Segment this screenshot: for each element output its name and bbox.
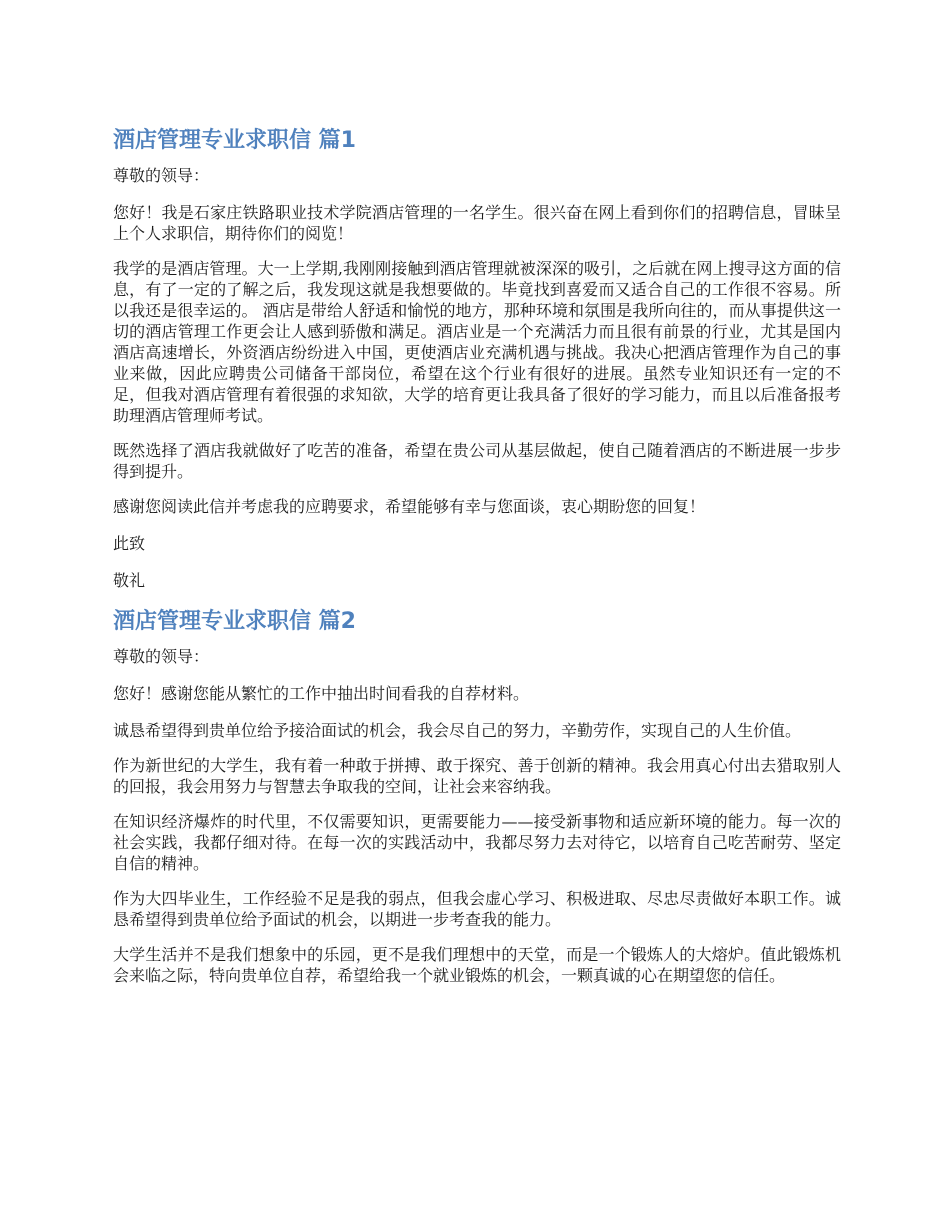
section-1-salutation: 尊敬的领导： <box>113 166 210 185</box>
section-1-paragraph: 我学的是酒店管理。大一上学期,我刚刚接触到酒店管理就被深深的吸引，之后就在网上搜寻这方面的信息，有了一定的了解之后，我发现这就是我想要做的。毕竟找到喜爱而又适合自己的工作很不容易。所以我还是很幸运的。 酒店是带给人舒适和愉悦的地方，那种环境和氛围是我所向往的，而从事提供这一切的酒店管理工作更会让人感到骄傲和满足。酒店业是一个充满活力而且很有前景的行业，尤其是国内酒店高速增长，外资酒店纷纷进入中国，更使酒店业充满机遇与挑战。我决心把酒店管理作为自己的事业来做，因此应聘贵公司储备干部岗位，希望在这个行业有很好的进展。虽然专业知识还有一定的不足，但我对酒店管理有着很强的求知欲，大学的培育更让我具备了很好的学习能力，而且以后准备报考助理酒店管理师考试。 <box>113 259 841 425</box>
section-2-salutation: 尊敬的领导： <box>113 647 210 666</box>
section-1-closing: 此致 <box>113 534 146 553</box>
section-2-paragraph: 大学生活并不是我们想象中的乐园，更不是我们理想中的天堂，而是一个锻炼人的大熔炉。值此锻炼机会来临之际，特向贵单位自荐，希望给我一个就业锻炼的机会，一颗真诚的心在期望您的信任。 <box>113 945 841 985</box>
section-2-paragraph: 作为新世纪的大学生，我有着一种敢于拼搏、敢于探究、善于创新的精神。我会用真心付出去猎取别人的回报，我会用努力与智慧去争取我的空间，让社会来容纳我。 <box>113 756 841 796</box>
section-2-title: 酒店管理专业求职信 篇2 <box>113 609 356 634</box>
section-2-paragraph: 诚恳希望得到贵单位给予接洽面试的机会，我会尽自己的努力，辛勤劳作，实现自己的人生价值。 <box>113 721 802 740</box>
section-1-paragraph: 您好！我是石家庄铁路职业技术学院酒店管理的一名学生。很兴奋在网上看到你们的招聘信息，冒昧呈上个人求职信，期待你们的阅览！ <box>113 203 841 243</box>
section-2-paragraph: 作为大四毕业生，工作经验不足是我的弱点，但我会虚心学习、积极进取、尽忠尽责做好本职工作。诚恳希望得到贵单位给予面试的机会，以期进一步考查我的能力。 <box>113 889 841 929</box>
section-1-paragraph: 既然选择了酒店我就做好了吃苦的准备，希望在贵公司从基层做起，使自己随着酒店的不断进展一步步得到提升。 <box>113 441 841 481</box>
document-page <box>113 126 841 1000</box>
section-2-paragraph: 您好！感谢您能从繁忙的工作中抽出时间看我的自荐材料。 <box>113 684 530 703</box>
section-2-paragraph: 在知识经济爆炸的时代里，不仅需要知识，更需要能力——接受新事物和适应新环境的能力。每一次的社会实践，我都仔细对待。在每一次的实践活动中，我都尽努力去对待它，以培育自己吃苦耐劳、坚定自信的精神。 <box>113 812 841 873</box>
section-1-paragraph: 感谢您阅读此信并考虑我的应聘要求，希望能够有幸与您面谈，衷心期盼您的回复！ <box>113 497 706 516</box>
section-1-closing: 敬礼 <box>113 571 146 590</box>
section-1-title: 酒店管理专业求职信 篇1 <box>113 128 356 153</box>
